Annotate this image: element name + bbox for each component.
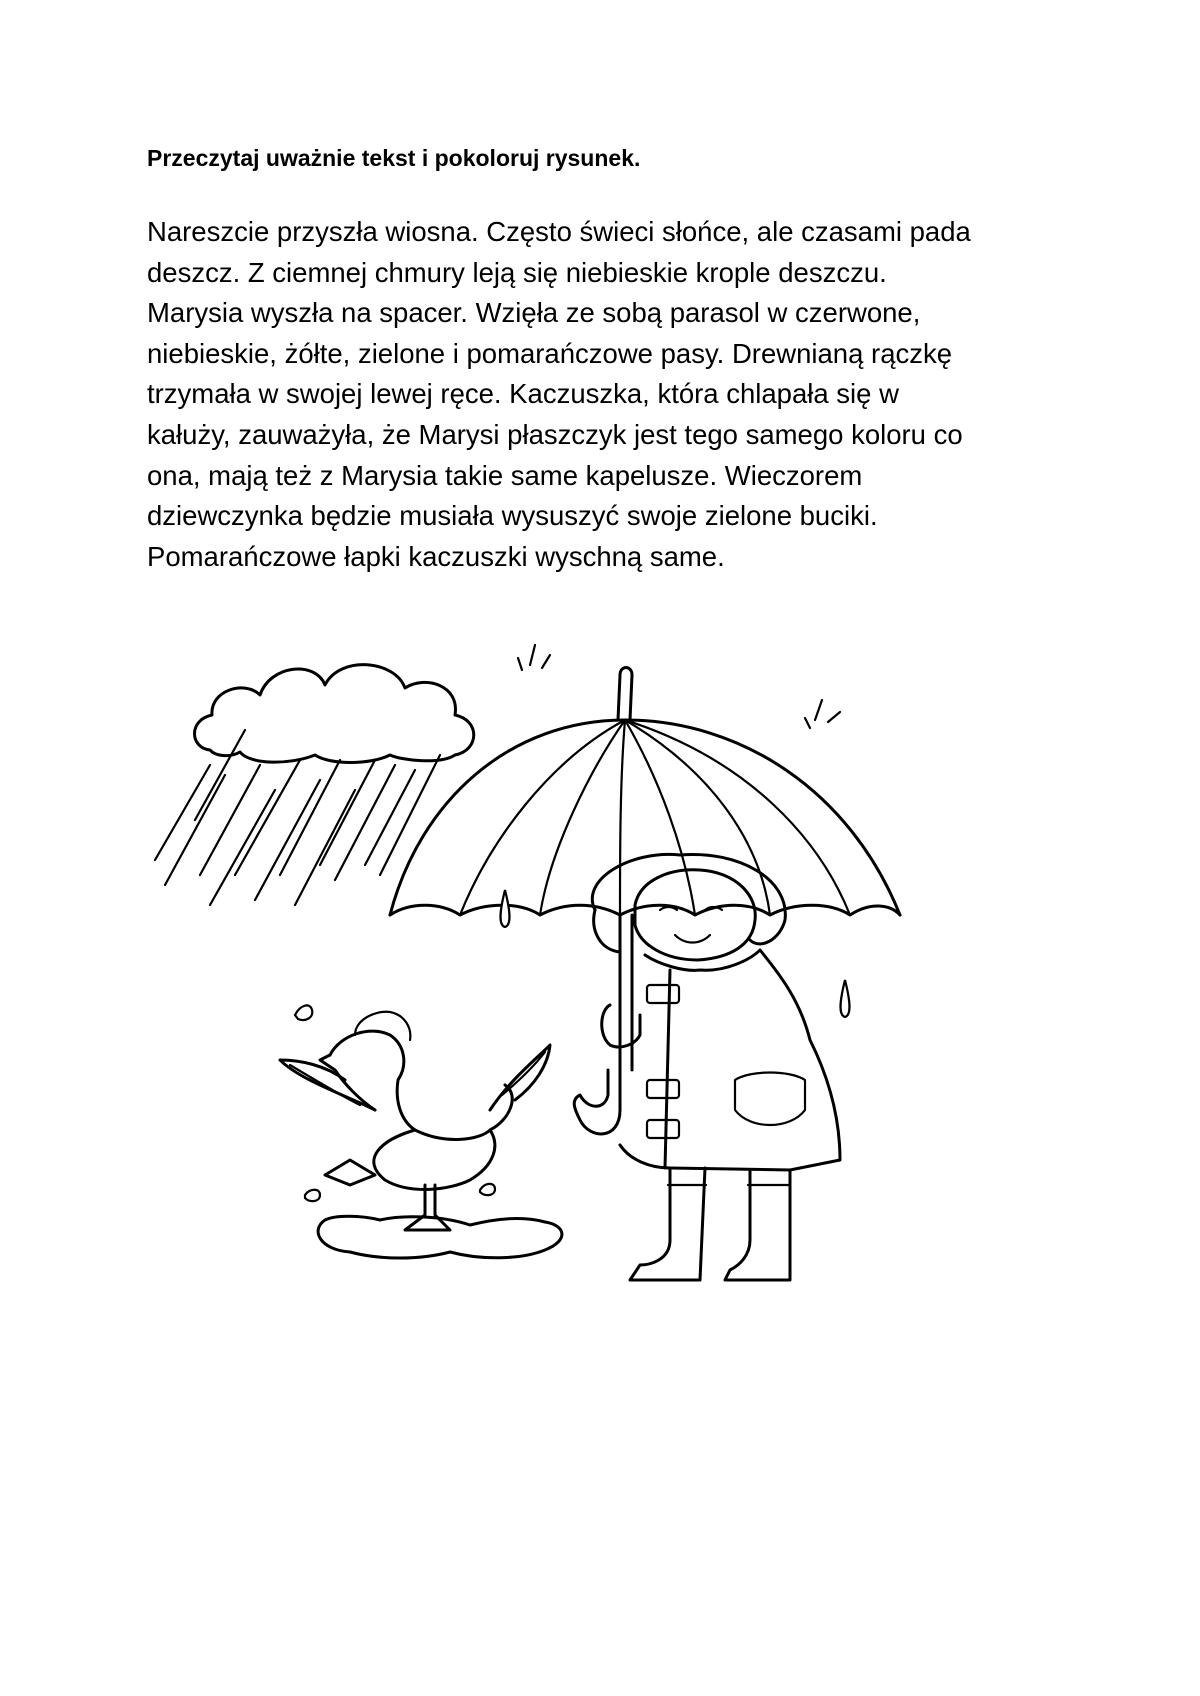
story-line: niebieskie, żółte, zielone i pomarańczowe pasy. Drewnianą rączkę: [147, 337, 953, 369]
coloring-illustration: [150, 640, 950, 1420]
coloring-drawing: [150, 640, 950, 1420]
story-line: Nareszcie przyszła wiosna. Często świeci słońce, ale czasami pada: [147, 216, 971, 247]
puddle: [318, 1216, 562, 1258]
story-line: dziewczynka będzie musiała wysuszyć swoje zielone buciki.: [147, 500, 878, 532]
duck: [280, 1005, 550, 1230]
rain-cloud: [195, 665, 474, 763]
umbrella: [390, 668, 900, 1134]
story-line: ona, mają też z Marysia takie same kapelusze. Wieczorem: [147, 459, 863, 491]
instruction-heading: Przeczytaj uważnie tekst i pokoloruj rysunek.: [147, 145, 641, 171]
girl-in-raincoat: [592, 854, 840, 1280]
story-line: Pomarańczowe łapki kaczuszki wyschną same.: [147, 540, 725, 572]
story-line: Marysia wyszła na spacer. Wzięła ze sobą parasol w czerwone,: [147, 297, 921, 329]
story-line: trzymała w swojej lewej ręce. Kaczuszka, która chlapała się w: [147, 378, 899, 410]
story-line: kałuży, zauważyła, że Marysi płaszczyk jest tego samego koloru co: [147, 418, 963, 450]
story-line: deszcz. Z ciemnej chmury leją się niebieskie krople deszczu.: [147, 256, 887, 288]
story-paragraph: [147, 212, 1147, 577]
